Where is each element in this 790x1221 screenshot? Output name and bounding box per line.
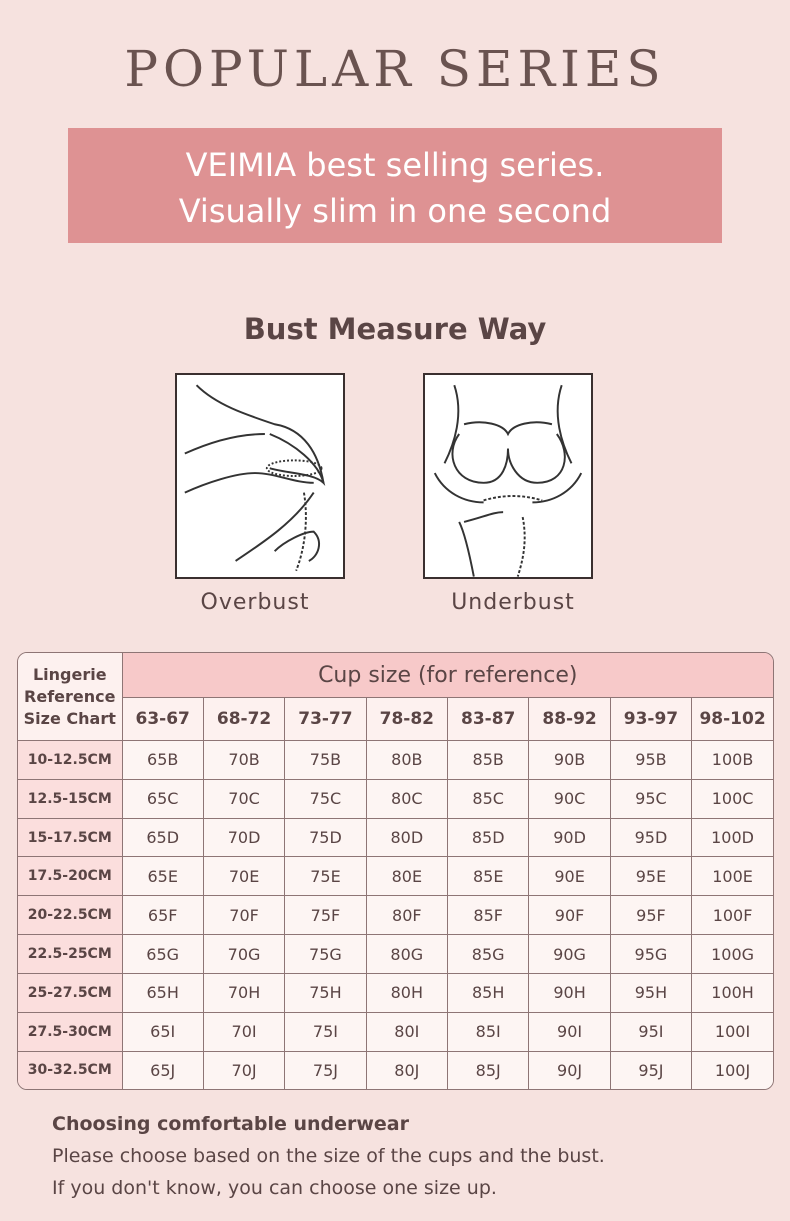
table-row	[18, 779, 773, 818]
table-cell: 95J	[610, 1051, 691, 1089]
table-cell: 70F	[203, 896, 284, 935]
table-cell: 90G	[529, 935, 610, 974]
table-cell: 85E	[448, 857, 529, 896]
table-cell: 80G	[366, 935, 447, 974]
table-cell: 70D	[203, 818, 284, 857]
row-label: 30-32.5CM	[18, 1051, 122, 1089]
size-chart-table	[18, 653, 773, 1089]
table-row	[18, 741, 773, 780]
table-cell: 75D	[285, 818, 366, 857]
table-cell: 70C	[203, 779, 284, 818]
row-label: 25-27.5CM	[18, 973, 122, 1012]
page-title: POPULAR SERIES	[124, 40, 666, 98]
row-label: 27.5-30CM	[18, 1012, 122, 1051]
table-cell: 95D	[610, 818, 691, 857]
table-cell: 70E	[203, 857, 284, 896]
table-cell: 85J	[448, 1051, 529, 1089]
table-cell: 85D	[448, 818, 529, 857]
table-cell: 80I	[366, 1012, 447, 1051]
table-cell: 85I	[448, 1012, 529, 1051]
table-cell: 100J	[692, 1051, 773, 1089]
table-cell: 80C	[366, 779, 447, 818]
table-cell: 75J	[285, 1051, 366, 1089]
table-cell: 90J	[529, 1051, 610, 1089]
table-cell: 95G	[610, 935, 691, 974]
table-cell: 70H	[203, 973, 284, 1012]
table-cell: 95I	[610, 1012, 691, 1051]
row-label: 17.5-20CM	[18, 857, 122, 896]
table-cell: 65D	[122, 818, 203, 857]
table-cell: 65F	[122, 896, 203, 935]
table-cell: 90B	[529, 741, 610, 780]
table-cell: 100H	[692, 973, 773, 1012]
table-cell: 75E	[285, 857, 366, 896]
table-row	[18, 896, 773, 935]
table-cell: 65E	[122, 857, 203, 896]
table-cell: 85G	[448, 935, 529, 974]
table-cell: 75H	[285, 973, 366, 1012]
table-cell: 85F	[448, 896, 529, 935]
table-cell: 100I	[692, 1012, 773, 1051]
table-cell: 70G	[203, 935, 284, 974]
underbust-label: Underbust	[451, 590, 575, 615]
underbust-illustration	[423, 373, 593, 579]
table-cell: 75I	[285, 1012, 366, 1051]
table-cell: 70I	[203, 1012, 284, 1051]
table-cell: 90I	[529, 1012, 610, 1051]
table-cell: 80J	[366, 1051, 447, 1089]
table-cell: 65B	[122, 741, 203, 780]
table-cell: 100C	[692, 779, 773, 818]
table-cell: 70J	[203, 1051, 284, 1089]
table-row	[18, 1051, 773, 1089]
column-header: 98-102	[692, 698, 773, 741]
row-label: 15-17.5CM	[18, 818, 122, 857]
table-cell: 85H	[448, 973, 529, 1012]
column-header: 68-72	[203, 698, 284, 741]
table-row	[18, 973, 773, 1012]
table-cell: 65G	[122, 935, 203, 974]
table-cell: 95C	[610, 779, 691, 818]
size-chart	[17, 652, 774, 1090]
table-cell: 80B	[366, 741, 447, 780]
table-cell: 100E	[692, 857, 773, 896]
table-cell: 85C	[448, 779, 529, 818]
table-cell: 75B	[285, 741, 366, 780]
table-cell: 100B	[692, 741, 773, 780]
overbust-illustration	[175, 373, 345, 579]
row-label: 20-22.5CM	[18, 896, 122, 935]
table-row	[18, 1012, 773, 1051]
banner-line-2: Visually slim in one second	[178, 192, 612, 230]
table-row	[18, 857, 773, 896]
table-cell: 100G	[692, 935, 773, 974]
table-cell: 90D	[529, 818, 610, 857]
banner-line-1: VEIMIA best selling series.	[185, 146, 605, 184]
table-cell: 65H	[122, 973, 203, 1012]
table-cell: 90E	[529, 857, 610, 896]
table-cell: 95B	[610, 741, 691, 780]
footer-line-2: If you don't know, you can choose one size up.	[52, 1177, 497, 1199]
cup-size-header: Cup size (for reference)	[122, 653, 773, 698]
table-cell: 65I	[122, 1012, 203, 1051]
table-cell: 95F	[610, 896, 691, 935]
overbust-label: Overbust	[200, 590, 310, 615]
table-row	[18, 935, 773, 974]
table-cell: 75C	[285, 779, 366, 818]
table-cell: 95E	[610, 857, 691, 896]
column-header: 63-67	[122, 698, 203, 741]
row-label: 22.5-25CM	[18, 935, 122, 974]
table-cell: 65J	[122, 1051, 203, 1089]
footer-heading: Choosing comfortable underwear	[52, 1113, 410, 1135]
table-cell: 80F	[366, 896, 447, 935]
column-header: 88-92	[529, 698, 610, 741]
table-cell: 90H	[529, 973, 610, 1012]
table-cell: 80H	[366, 973, 447, 1012]
row-label: 10-12.5CM	[18, 741, 122, 780]
footer-note	[52, 1108, 605, 1204]
table-cell: 90C	[529, 779, 610, 818]
footer-line-1: Please choose based on the size of the cups and the bust.	[52, 1145, 605, 1167]
table-row	[18, 818, 773, 857]
table-cell: 95H	[610, 973, 691, 1012]
table-cell: 75G	[285, 935, 366, 974]
column-header: 83-87	[448, 698, 529, 741]
table-cell: 90F	[529, 896, 610, 935]
measure-title: Bust Measure Way	[243, 312, 547, 346]
table-cell: 100D	[692, 818, 773, 857]
column-header: 78-82	[366, 698, 447, 741]
table-cell: 100F	[692, 896, 773, 935]
table-cell: 80D	[366, 818, 447, 857]
table-cell: 70B	[203, 741, 284, 780]
column-header: 73-77	[285, 698, 366, 741]
column-header: 93-97	[610, 698, 691, 741]
promo-banner	[68, 128, 722, 243]
chart-corner-label: Lingerie Reference Size Chart	[18, 653, 122, 741]
table-cell: 80E	[366, 857, 447, 896]
table-cell: 85B	[448, 741, 529, 780]
table-cell: 75F	[285, 896, 366, 935]
row-label: 12.5-15CM	[18, 779, 122, 818]
table-cell: 65C	[122, 779, 203, 818]
